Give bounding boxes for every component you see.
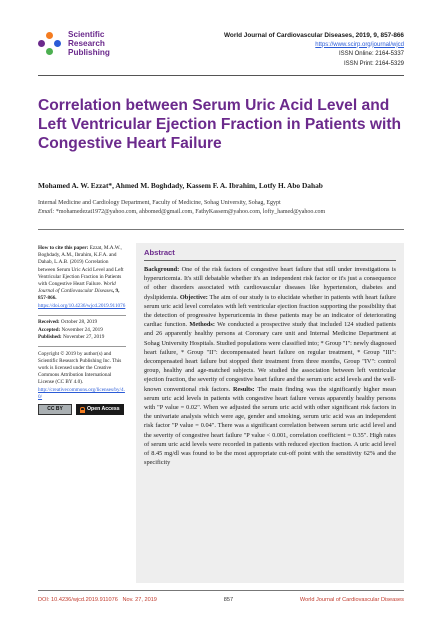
logo-dot-1 — [46, 32, 53, 39]
footer-date: Nov. 27, 2019 — [122, 597, 157, 603]
published-date — [38, 334, 126, 341]
open-access-label: Open Access — [87, 405, 120, 412]
footer-doi-date — [38, 597, 157, 603]
author-emails: *mohamedezat1972@yahoo.com, ahbomed@gmail.com, FathyKassem@yahoo.com, lofty_hamed@yahoo.com — [55, 208, 326, 215]
logo-dot-3 — [54, 40, 61, 47]
license-badges — [38, 404, 126, 415]
background-label: Background: — [144, 266, 180, 273]
journal-title: World Journal of Cardiovascular Diseases, 2019, 9, 857-866 — [224, 32, 404, 39]
objective-text: The aim of our study is to elucidate whether in patients with heart failure serum uric acid level correlates with left ventricular ejection fraction supporting the possibility that the detection of progressive hyperuricemia in these patients may be an indicator of deteriorating cardiac function. — [144, 293, 396, 329]
accepted-value: November 24, 2019 — [61, 326, 103, 333]
issn-online: ISSN Online: 2164-5337 — [338, 51, 404, 57]
copyright-text: Copyright © 2019 by author(s) and Scientific Research Publishing Inc. This work is licensed under the Creative Commons Attribution International License (CC BY 4.0). — [38, 350, 122, 386]
results-text: The main finding was the significantly higher mean serum uric acid levels in patients with congestive heart failure versus apparently healthy persons with "P value = 0.02". When we adjusted the serum uric acid with other significant risk factors in the univariate analysis which were age, gender and smoking, serum uric acid was an independent risk factor "P value = 0.04". There was a significant correlation between serum uric acid level and the severity of congestive heart failure "P value < 0.001, correlation coefficient = 0.35". High rates of serum uric acid levels were recorded in patients with reduced ejection fraction. A uric acid level of 8.45 mg/dl was found to be the most appropriate cut-off point with the sensitivity 62% and the specificity — [144, 385, 397, 467]
published-value: November 27, 2019 — [62, 333, 105, 340]
citation-volume: , 9, 857-866. — [38, 288, 120, 302]
issn-print: ISSN Print: 2164-5329 — [343, 60, 404, 67]
abstract-body — [144, 265, 396, 467]
citation-text: Ezzat, M.A.W., Boghdady, A.M., Ibrahim, K.F.A. and Dahab, L.A.B. (2019) Correlation between Serum Uric Acid Level and Left Ventricular Ejection Fraction in Patients with Congestive Heart Failure. — [38, 245, 124, 288]
abstract-heading: Abstract — [144, 248, 396, 261]
footer-doi: DOI: 10.4236/wjcd.2019.911076 — [38, 597, 118, 603]
license-block — [38, 351, 126, 415]
journal-info — [224, 31, 404, 69]
sidebar-divider-2 — [38, 346, 126, 347]
accepted-date — [38, 327, 126, 334]
paper-title: Correlation between Serum Uric Acid Level and Left Ventricular Ejection Fraction in Patients with Congestive Heart Failure — [38, 97, 402, 152]
received-date — [38, 319, 126, 326]
article-sidebar — [38, 245, 126, 420]
publisher-name-line3: Publishing — [68, 48, 110, 57]
cc-by-badge-icon[interactable]: CC BY — [38, 404, 72, 415]
author-list: Mohamed A. W. Ezzat*, Ahmed M. Boghdady, Kassem F. A. Ibrahim, Lotfy H. Abo Dahab — [38, 181, 323, 190]
citation-journal: World Journal of Cardiovascular Diseases — [38, 281, 116, 295]
publisher-name-line1: Scientific — [68, 30, 105, 39]
publisher-logo-icon — [38, 32, 62, 56]
open-access-badge[interactable] — [76, 404, 124, 415]
affiliation: Internal Medicine and Cardiology Department, Faculty of Medicine, Sohag University, Sohag, Egypt — [38, 200, 281, 206]
abstract-box — [136, 243, 404, 583]
affiliation-divider — [38, 229, 404, 230]
methods-label: Methods: — [189, 321, 215, 329]
publisher-name — [68, 30, 110, 57]
citation-block — [38, 245, 126, 310]
header-divider — [38, 75, 404, 76]
publisher-logo — [38, 30, 110, 57]
background-text: One of the risk factors of congestive heart failure that still under investigations is hyperuricemia. It's still debatable whether it's an independent risk factor or it's just a consequence of other disorders associated with cardiovascular diseases like hypertension, diabetes and dyslipidemia. — [144, 266, 396, 301]
open-lock-icon — [80, 407, 85, 413]
license-link[interactable]: http://creativecommons.org/licenses/by/4.0/ — [38, 386, 125, 400]
logo-dot-4 — [46, 48, 53, 55]
footer-journal: World Journal of Cardiovascular Diseases — [299, 597, 404, 603]
received-value: October 28, 2019 — [60, 319, 98, 326]
footer-divider — [38, 590, 404, 591]
methods-text: We conducted a prospective study that included 124 studied patients and 26 apparently healthy persons at Coronary care unit and Internal Medicine Department at Sohag University Hospitals. Studied populations were classified into; * Group "I": newly diagnosed heart failure, * Group "II": decompensated heart failure on regular treatment, * Group "III": decompensated heart failure but stopped their treatment from three months, Group "IV": control group, healthy and age-matched subjects. We studied the association between left ventricular ejection fraction, the severity of congestive heart failure and the serum uric acid levels and the well-known conventional risk factors. — [144, 321, 396, 393]
results-label: Results: — [232, 385, 255, 393]
objective-label: Objective: — [179, 293, 208, 301]
logo-dot-2 — [38, 40, 45, 47]
sidebar-divider-1 — [38, 315, 126, 316]
email-line — [38, 208, 325, 217]
publisher-name-line2: Research — [68, 39, 105, 48]
page-footer — [38, 597, 404, 603]
published-label: Published: — [38, 333, 62, 340]
doi-link[interactable]: https://doi.org/10.4236/wjcd.2019.911076 — [38, 302, 126, 309]
email-label: Email: — [38, 208, 55, 215]
received-label: Received: — [38, 319, 60, 326]
page-number: 857 — [223, 597, 234, 603]
dates-block — [38, 319, 126, 341]
affiliation-block — [38, 199, 325, 216]
citation-label: How to cite this paper: — [38, 245, 89, 251]
journal-url-link[interactable]: https://www.scirp.org/journal/wjcd — [315, 41, 404, 48]
accepted-label: Accepted: — [38, 326, 61, 333]
